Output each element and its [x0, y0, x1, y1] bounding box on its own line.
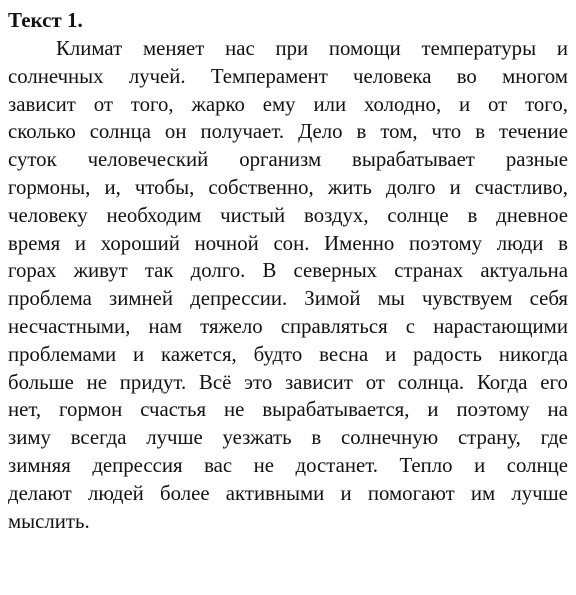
word: во [456, 64, 477, 88]
word: Темперамент [210, 64, 328, 88]
paragraph-line [8, 146, 568, 174]
word: том, [380, 120, 418, 144]
word: лучей. [128, 64, 186, 88]
word: никогда [498, 342, 568, 366]
word: и [556, 37, 568, 60]
paragraph-line [8, 118, 568, 146]
word: сон. [273, 231, 310, 255]
word: нас [225, 37, 255, 60]
word: всегда [70, 426, 127, 450]
word: это [244, 370, 273, 394]
word: и [427, 398, 439, 422]
word: помогают [367, 481, 455, 505]
paragraph-line [8, 91, 568, 119]
word: Климат [56, 37, 123, 60]
word: он [164, 120, 187, 144]
word: нарастающими [433, 314, 568, 338]
word: зимней [109, 287, 173, 311]
word: при [275, 37, 309, 60]
word: поэтому [408, 231, 483, 255]
word: в [356, 120, 367, 144]
word: сколько [8, 120, 76, 144]
word: В [262, 259, 277, 283]
word: от [488, 92, 508, 116]
word: больше [8, 370, 74, 394]
paragraph-line [8, 508, 568, 536]
word: северных [293, 259, 378, 283]
word: и [385, 342, 397, 366]
word: им [470, 481, 496, 505]
word: и, [104, 175, 121, 199]
word: достанет. [295, 453, 378, 477]
word: зависит [285, 370, 353, 394]
word: кажется, [161, 342, 237, 366]
word: Всё [198, 370, 232, 394]
word: живут [73, 259, 128, 283]
word: солнце [506, 453, 568, 477]
word: Тепло [399, 453, 453, 477]
word: уезжать [222, 426, 292, 450]
word: меняет [142, 37, 205, 60]
word: нам [148, 314, 182, 338]
word: в [475, 120, 486, 144]
word: вырабатывает [352, 148, 475, 172]
word: время [8, 231, 61, 255]
word: Зимой [304, 287, 361, 311]
word: и [459, 92, 471, 116]
word: не [253, 453, 275, 477]
word: хороший [100, 231, 180, 255]
word: поэтому [456, 398, 530, 422]
word: дневное [496, 203, 568, 227]
word: счастливо, [474, 175, 568, 199]
word: жить [327, 175, 372, 199]
word: долго [386, 175, 436, 199]
word: горах [8, 259, 57, 283]
word: долго. [190, 259, 246, 283]
word: чтобы, [134, 175, 195, 199]
word: и [133, 342, 145, 366]
word: справляться [280, 314, 388, 338]
paragraph-line [8, 313, 568, 341]
word: Именно [324, 231, 395, 255]
word: температуры [421, 37, 537, 60]
word: его [540, 370, 568, 394]
word: зависит [8, 92, 76, 116]
word: получает. [200, 120, 285, 144]
paragraph-line [8, 285, 568, 313]
word: странах [394, 259, 464, 283]
word: и [74, 231, 87, 255]
paragraph-line [8, 230, 568, 258]
word: более [160, 481, 210, 505]
word: зимняя [8, 453, 71, 477]
word: чувствуем [421, 287, 513, 311]
word: человеческий [87, 148, 209, 172]
word: вас [204, 453, 233, 477]
word: или [313, 92, 347, 116]
word: Когда [476, 370, 528, 394]
word: тяжело [200, 314, 263, 338]
paragraph-line [8, 341, 568, 369]
word: люди [496, 231, 544, 255]
word: того, [525, 92, 568, 116]
word: гормоны, [8, 175, 91, 199]
paragraph-line [8, 257, 568, 285]
document [8, 6, 568, 535]
word: страну, [457, 426, 521, 450]
paragraph-line [8, 63, 568, 91]
word: суток [8, 148, 57, 172]
word: чистый [220, 203, 286, 227]
word: и [340, 481, 352, 505]
word: будто [253, 342, 303, 366]
word: не [86, 370, 107, 394]
word: Дело [298, 120, 343, 144]
word: того, [130, 92, 174, 116]
word: людей [88, 481, 144, 505]
word: солнечную [341, 426, 439, 450]
word: себя [529, 287, 568, 311]
word: ночной [194, 231, 259, 255]
word: организм [239, 148, 322, 172]
word: вырабатывается, [262, 398, 410, 422]
word: придут. [119, 370, 187, 394]
paragraph-line [8, 396, 568, 424]
paragraph-line [8, 369, 568, 397]
word: актуальна [480, 259, 568, 283]
word: с [405, 314, 416, 338]
word: не [224, 398, 245, 422]
word: от [93, 92, 113, 116]
paragraph-line [8, 35, 568, 63]
word: зиму [8, 426, 51, 450]
word: течение [499, 120, 568, 144]
word: человека [353, 64, 432, 88]
word: проблема [8, 287, 92, 311]
word: депрессии. [190, 287, 288, 311]
word: и [449, 175, 461, 199]
word: необходим [106, 203, 202, 227]
word: в [558, 231, 568, 255]
word: разные [505, 148, 568, 172]
word: счастья [140, 398, 207, 422]
word: на [547, 398, 568, 422]
word: в [467, 203, 478, 227]
word: радость [413, 342, 483, 366]
word: солнца. [397, 370, 465, 394]
word: жарко [191, 92, 245, 116]
word: солнце [387, 203, 449, 227]
word: проблемами [8, 342, 117, 366]
word: активными [225, 481, 325, 505]
paragraph-line [8, 424, 568, 452]
paragraph-line [8, 174, 568, 202]
word: что [431, 120, 462, 144]
word: холодно, [363, 92, 442, 116]
word: многом [502, 64, 568, 88]
word: помощи [328, 37, 401, 60]
word: где [540, 426, 568, 450]
paragraph [8, 35, 568, 535]
word: делают [8, 481, 72, 505]
paragraph-line [8, 480, 568, 508]
word: в [311, 426, 322, 450]
word: лучше [511, 481, 568, 505]
word: ему [262, 92, 296, 116]
word: гормон [59, 398, 123, 422]
word: депрессия [92, 453, 183, 477]
word: от [365, 370, 385, 394]
word: и [474, 453, 486, 477]
word: так [144, 259, 174, 283]
word: мы [377, 287, 405, 311]
word: лучше [146, 426, 203, 450]
word: собственно, [208, 175, 314, 199]
word: воздух, [304, 203, 369, 227]
word: мыслить. [8, 509, 90, 533]
paragraph-line [8, 452, 568, 480]
word: солнечных [8, 64, 104, 88]
word: человеку [8, 203, 88, 227]
text-title: Текст 1. [8, 8, 83, 32]
word: весна [319, 342, 369, 366]
word: нет, [8, 398, 42, 422]
paragraph-line [8, 202, 568, 230]
word: солнца [89, 120, 151, 144]
word: несчастными, [8, 314, 131, 338]
